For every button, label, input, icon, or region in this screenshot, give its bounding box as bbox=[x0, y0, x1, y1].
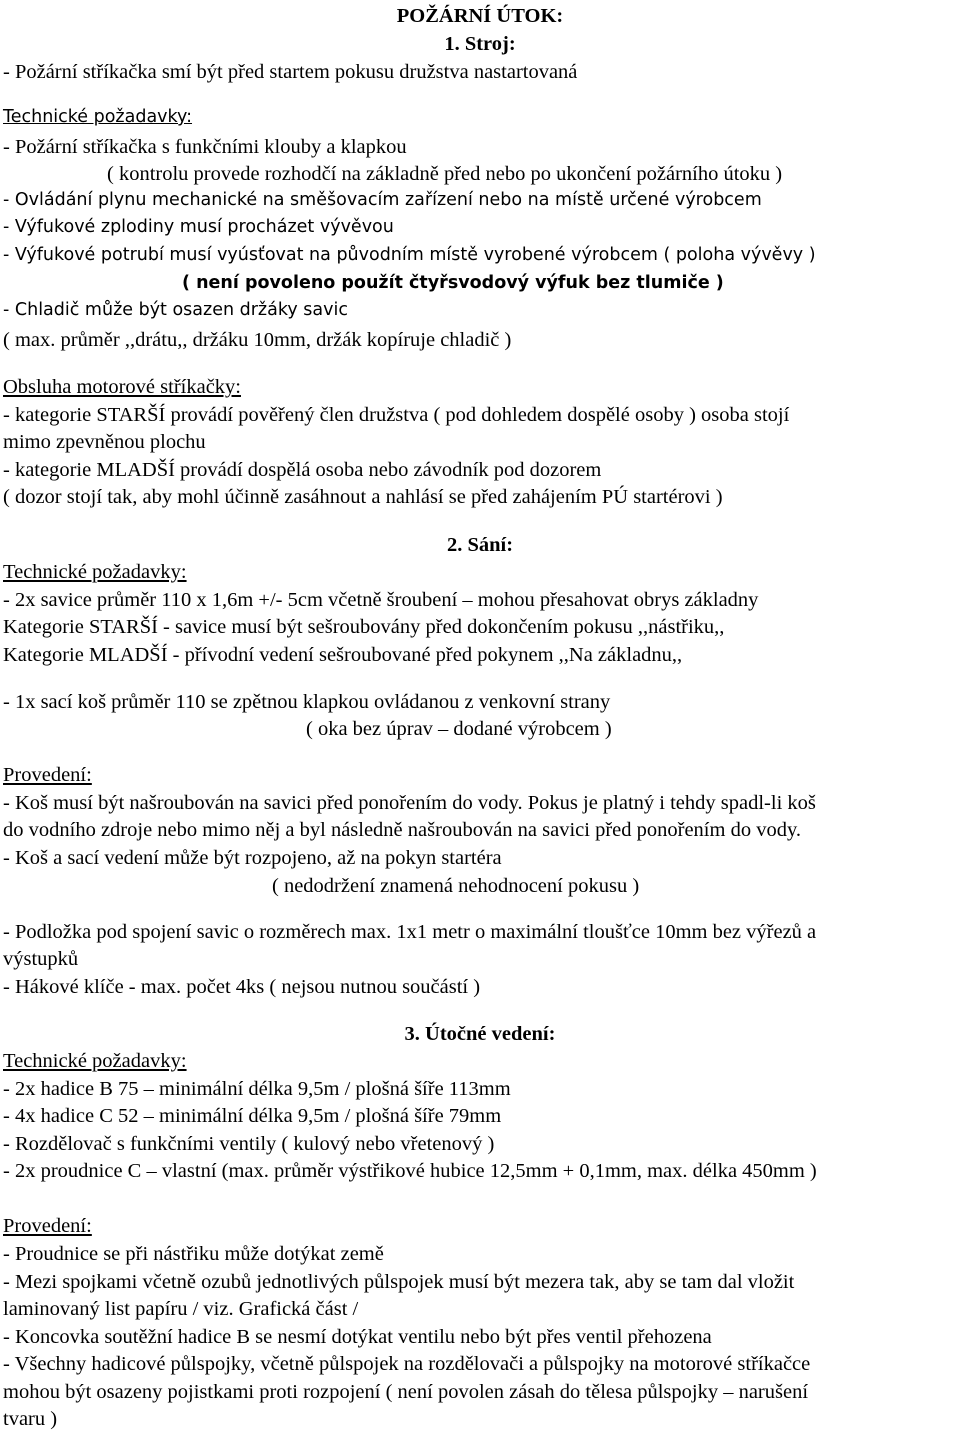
section-2-exec-line: výstupků bbox=[3, 948, 79, 970]
section-1-line: - Chladič může být osazen držáky savic bbox=[3, 300, 348, 320]
section-3-exec-line: - Mezi spojkami včetně ozubů jednotlivých půlspojek musí být mezera tak, aby se tam dal vložit bbox=[3, 1271, 795, 1293]
section-1-line: - Výfukové potrubí musí vyúsťovat na původním místě vyrobené výrobcem ( poloha vývěvy ) bbox=[3, 245, 816, 265]
section-1-line: ( kontrolu provede rozhodčí na základně před nebo po ukončení požárního útoku ) bbox=[107, 163, 783, 185]
section-3-heading: 3. Útočné vedení: bbox=[404, 1023, 556, 1045]
section-2-exec-line: - Koš musí být našroubován na savici před ponořením do vody. Pokus je platný i tehdy spadl-li koš bbox=[3, 792, 816, 814]
section-1-line: - Ovládání plynu mechanické na směšovacím zařízení nebo na místě určené výrobcem bbox=[3, 190, 762, 210]
section-3-line: - 2x proudnice C – vlastní (max. průměr výstřikové hubice 12,5mm + 0,1mm, max. délka 450mm ) bbox=[3, 1160, 817, 1182]
operator-line: - kategorie MLADŠÍ provádí dospělá osoba nebo závodník pod dozorem bbox=[3, 459, 602, 481]
section-2-line: ( oka bez úprav – dodané výrobcem ) bbox=[306, 718, 612, 740]
section-2-line: - 2x savice průměr 110 x 1,6m +/- 5cm včetně šroubení – mohou přesahovat obrys základny bbox=[3, 589, 759, 611]
operator-line: ( dozor stojí tak, aby mohl účinně zasáhnout a nahlásí se před zahájením PÚ startérovi ) bbox=[3, 486, 723, 508]
section-2-exec-line: ( nedodržení znamená nehodnocení pokusu ) bbox=[272, 875, 640, 897]
section-2-line: Kategorie STARŠÍ - savice musí být sešroubovány před dokončením pokusu ,,nástřiku,, bbox=[3, 616, 725, 638]
section-2-exec-line: - Podložka pod spojení savic o rozměrech max. 1x1 metr o maximální tloušťce 10mm bez výřezů a bbox=[3, 921, 817, 943]
section-3-exec-heading: Provedení: bbox=[3, 1215, 92, 1237]
section-1-line: ( není povoleno použít čtyřsvodový výfuk bez tlumiče ) bbox=[182, 273, 724, 293]
section-3-exec-line: - Všechny hadicové půlspojky, včetně půlspojek na rozdělovači a půlspojky na motorové stříkačce bbox=[3, 1353, 811, 1375]
section-1-heading: 1. Stroj: bbox=[444, 33, 516, 55]
section-3-exec-line: - Koncovka soutěžní hadice B se nesmí dotýkat ventilu nebo být přes ventil přehozena bbox=[3, 1326, 712, 1348]
section-2-exec-line: - Hákové klíče - max. počet 4ks ( nejsou nutnou součástí ) bbox=[3, 976, 481, 998]
document-title: POŽÁRNÍ ÚTOK: bbox=[396, 5, 564, 27]
section-2-heading: 2. Sání: bbox=[446, 534, 514, 556]
section-3-line: - 4x hadice C 52 – minimální délka 9,5m / plošná šíře 79mm bbox=[3, 1105, 502, 1127]
section-1-intro: - Požární stříkačka smí být před startem pokusu družstva nastartovaná bbox=[3, 61, 578, 83]
section-2-line: Kategorie MLADŠÍ - přívodní vedení sešroubované před pokynem ,,Na základnu,, bbox=[3, 644, 683, 666]
section-3-exec-line: tvaru ) bbox=[3, 1408, 58, 1430]
section-3-exec-line: laminovaný list papíru / viz. Grafická část / bbox=[3, 1298, 359, 1320]
section-2-exec-line: - Koš a sací vedení může být rozpojeno, až na pokyn startéra bbox=[3, 847, 502, 869]
section-1-line: - Výfukové zplodiny musí procházet vývěvou bbox=[3, 217, 394, 237]
section-1-line: - Požární stříkačka s funkčními klouby a klapkou bbox=[3, 136, 407, 158]
section-3-line: - Rozdělovač s funkčními ventily ( kulový nebo vřetenový ) bbox=[3, 1133, 495, 1155]
operator-heading: Obsluha motorové stříkačky: bbox=[3, 376, 241, 398]
section-1-tech-heading: Technické požadavky: bbox=[3, 107, 193, 127]
section-2-tech-heading: Technické požadavky: bbox=[3, 561, 187, 583]
section-1-line: ( max. průměr ,,drátu,, držáku 10mm, držák kopíruje chladič ) bbox=[3, 329, 512, 351]
operator-line: - kategorie STARŠÍ provádí pověřený člen družstva ( pod dohledem dospělé osoby ) osoba stojí bbox=[3, 404, 790, 426]
section-3-exec-line: - Proudnice se při nástřiku může dotýkat země bbox=[3, 1243, 384, 1265]
section-2-line: - 1x sací koš průměr 110 se zpětnou klapkou ovládanou z venkovní strany bbox=[3, 691, 611, 713]
section-3-line: - 2x hadice B 75 – minimální délka 9,5m / plošná šíře 113mm bbox=[3, 1078, 511, 1100]
section-2-exec-heading: Provedení: bbox=[3, 764, 92, 786]
section-3-tech-heading: Technické požadavky: bbox=[3, 1050, 187, 1072]
operator-line: mimo zpevněnou plochu bbox=[3, 431, 206, 453]
section-2-exec-line: do vodního zdroje nebo mimo něj a byl následně našroubován na savici před ponořením do vody. bbox=[3, 819, 801, 841]
section-3-exec-line: mohou být osazeny pojistkami proti rozpojení ( není povolen zásah do tělesa půlspojky – narušení bbox=[3, 1381, 809, 1403]
